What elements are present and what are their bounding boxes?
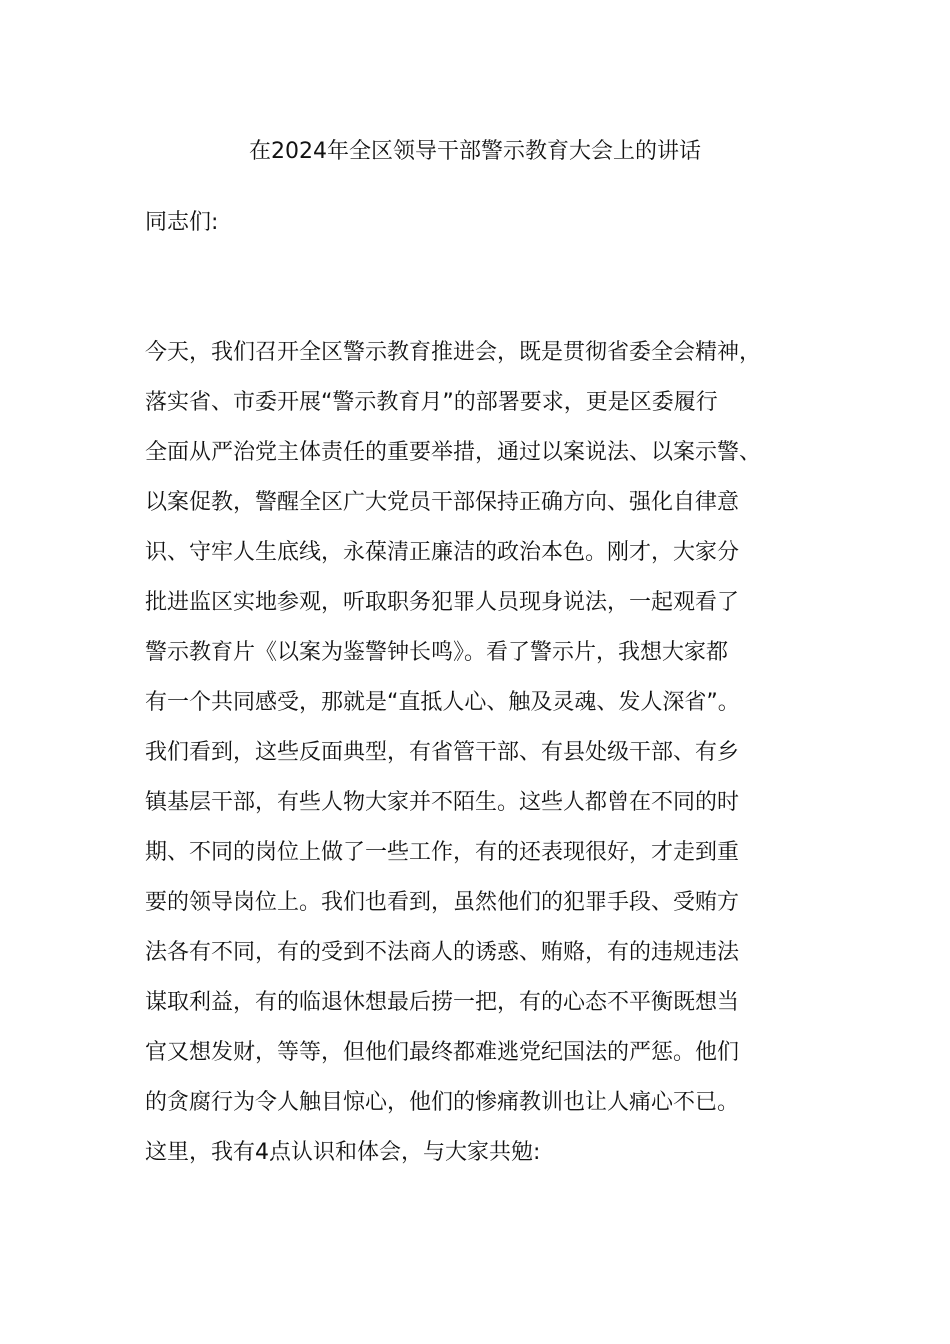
paragraph-line: 期、不同的岗位上做了一些工作，有的还表现很好，才走到重 (145, 840, 740, 865)
paragraph-line: 今天，我们召开全区警示教育推进会，既是贯彻省委全会精神， (145, 340, 762, 365)
paragraph-line: 我们看到，这些反面典型，有省管干部、有县处级干部、有乡 (145, 740, 740, 765)
paragraph-line: 全面从严治党主体责任的重要举措，通过以案说法、以案示警、 (145, 440, 762, 465)
paragraph-line: 批进监区实地参观，听取职务犯罪人员现身说法，一起观看了 (145, 590, 740, 615)
paragraph-line: 谋取利益，有的临退休想最后捞一把，有的心态不平衡既想当 (145, 990, 740, 1015)
body-paragraph (145, 333, 825, 1183)
paragraph-line: 警示教育片《以案为鉴警钟长鸣》。看了警示片，我想大家都 (145, 640, 729, 665)
paragraph-line: 这里，我有4点认识和体会，与大家共勉: (145, 1140, 541, 1165)
paragraph-line: 识、守牢人生底线，永葆清正廉洁的政治本色。刚才，大家分 (145, 540, 740, 565)
document-title: 在2024年全区领导干部警示教育大会上的讲话 (249, 139, 701, 164)
paragraph-line: 法各有不同，有的受到不法商人的诱惑、贿赂，有的违规违法 (145, 940, 740, 965)
paragraph-line: 的贪腐行为令人触目惊心，他们的惨痛教训也让人痛心不已。 (145, 1090, 740, 1115)
paragraph-line: 官又想发财，等等，但他们最终都难逃党纪国法的严惩。他们 (145, 1040, 740, 1065)
paragraph-line: 以案促教，警醒全区广大党员干部保持正确方向、强化自律意 (145, 490, 740, 515)
paragraph-line: 要的领导岗位上。我们也看到，虽然他们的犯罪手段、受贿方 (145, 890, 740, 915)
salutation: 同志们: (145, 210, 219, 235)
paragraph-line: 落实省、市委开展“警示教育月”的部署要求，更是区委履行 (145, 390, 718, 415)
paragraph-line: 有一个共同感受，那就是“直抵人心、触及灵魂、发人深省”。 (145, 690, 740, 715)
paragraph-line: 镇基层干部，有些人物大家并不陌生。这些人都曾在不同的时 (145, 790, 740, 815)
